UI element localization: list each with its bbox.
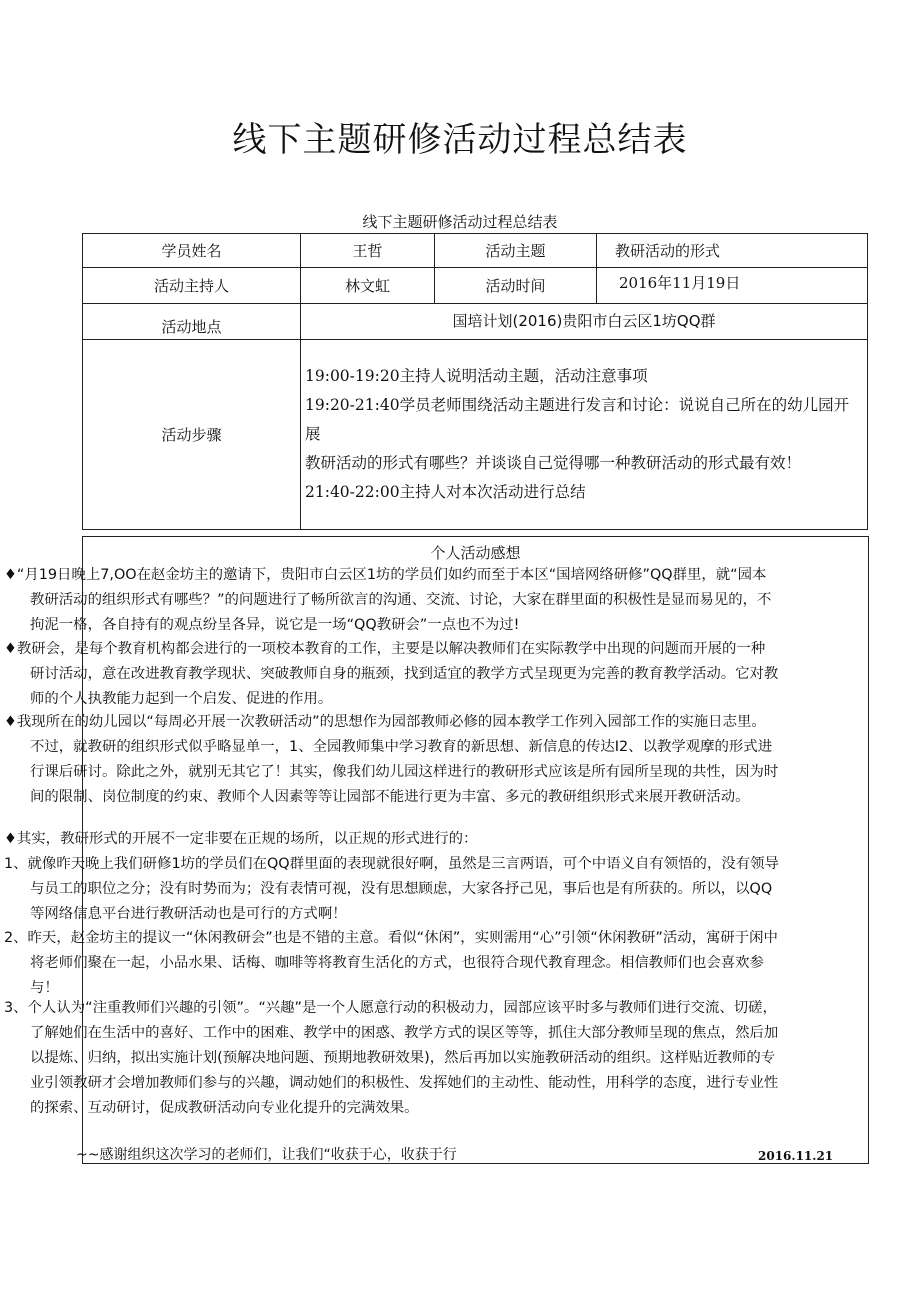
reflection-paragraph: 2、昨天，赵金坊主的提议一“休闲教研会”也是不错的主意。看似“休闲”，实则需用“心”引领“休闲教研”活动，寓研于闲中将老师们聚在一起，小品水果、话梅、咖啡等将教育生活化的方式，也很符合现代教育理念。相信教师们也会喜欢参与！ [4, 930, 778, 996]
reflection-paragraph: ♦我现所在的幼儿园以“每周必开展一次教研活动”的思想作为园部教师必修的园本教学工作列入园部工作的实施日志里。不过，就教研的组织形式似乎略显单一，1、全园教师集中学习教育的新思想、新信息的传达I2、以教学观摩的形式进行课后研讨。除此之外，就别无其它了！其实，像我们幼儿园这样进行的教研形式应该是所有园所呈现的共性，因为时间的限制、岗位制度的约束、教师个人因素等等让园部不能进行更为丰富、多元的教研组织形式来展开教研活动。 [4, 714, 779, 805]
reflection-title: 个人活动感想 [430, 544, 521, 562]
step-item [305, 478, 863, 507]
host-name-value: 林文虹 [301, 268, 435, 304]
info-table [82, 233, 868, 530]
signature-date: 2016.11.21 [758, 1149, 834, 1163]
step-text: 主持人说明活动主题，活动注意事项 [399, 367, 648, 385]
theme-value: 教研活动的形式 [597, 234, 868, 268]
reflection-paragraph: 1、就像昨天晚上我们研修1坊的学员们在QQ群里面的表现就很好啊，虽然是三言两语，可个中语义自有领悟的，没有领导与员工的职位之分；没有时势而为；没有表情可视，没有思想顾虑，大家各抒己见，事后也是有所获的。所以，以QQ等网络信息平台进行教研活动也是可行的方式啊！ [4, 856, 779, 922]
step-text: 学员老师围绕活动主题进行发言和讨论：说说自己所在的幼儿园开展 [305, 396, 850, 443]
table-row [83, 268, 868, 304]
reflection-paragraph: 3、个人认为“注重教师们兴趣的引领”。“兴趣”是一个人愿意行动的积极动力，园部应该平时多与教师们进行交流、切磋，了解她们在生活中的喜好、工作中的困难、教学中的困惑、教学方式的误区等等，抓住大部分教师呈现的焦点，然后加以提炼、归纳，拟出实施计划(预解决地问题、预期地教研效果)，然后再加以实施教研活动的组织。这样贴近教师的专业引领教研才会增加教师们参与的兴趣，调动她们的积极性、发挥她们的主动性、能动性，用科学的态度，进行专业性的探索、互动研讨，促成教研活动向专业化提升的完满效果。 [4, 1000, 779, 1116]
time-value: 2016年11月19日 [597, 268, 868, 304]
reflection-paragraph: ♦其实，教研形式的开展不一定非要在正规的场所，以正规的形式进行的： [4, 831, 478, 847]
table-row [83, 234, 868, 268]
theme-label: 活动主题 [435, 234, 597, 268]
student-name-label: 学员姓名 [83, 234, 301, 268]
student-name-value: 王哲 [301, 234, 435, 268]
reflection-paragraph: ♦“月19日晚上7,OO在赵金坊主的邀请下，贵阳市白云区1坊的学员们如约而至于本区“国培网络研修”QQ群里，就“园本教研活动的组织形式有哪些？”的问题进行了畅所欲言的沟通、交流、讨论，大家在群里面的积极性是显而易见的，不拘泥一格，各自持有的观点纷呈各异，说它是一场“QQ教研会”一点也不为过! [4, 567, 772, 633]
step-time: 19:20-21:40 [305, 396, 400, 414]
steps-cell [301, 340, 868, 530]
step-time: 19:00-19:20 [305, 367, 400, 385]
step-item [305, 391, 863, 449]
place-label: 活动地点 [83, 304, 301, 340]
table-row [83, 304, 868, 340]
reflection-paragraph: ♦教研会，是每个教育机构都会进行的一项校本教育的工作，主要是以解决教师们在实际教学中出现的问题而开展的一种研讨活动，意在改进教育教学现状、突破教师自身的瓶颈，找到适宜的教学方式呈现更为完善的教育教学活动。它对教师的个人执教能力起到一个启发、促进的作用。 [4, 641, 779, 707]
step-text: 教研活动的形式有哪些？并谈谈自己觉得哪一种教研活动的形式最有效！ [305, 454, 802, 472]
table-row [83, 340, 868, 530]
page-title: 线下主题研修活动过程总结表 [232, 120, 688, 160]
thanks-note: ~~感谢组织这次学习的老师们，让我们“收获于心，收获于行 [76, 1147, 457, 1163]
step-time: 21:40-22:00 [305, 483, 400, 501]
place-value: 国培计划(2016)贵阳市白云区1坊QQ群 [301, 304, 868, 340]
step-text: 主持人对本次活动进行总结 [399, 483, 586, 501]
steps-label: 活动步骤 [83, 340, 301, 530]
step-item [305, 449, 863, 478]
time-label: 活动时间 [435, 268, 597, 304]
table-caption: 线下主题研修活动过程总结表 [362, 213, 558, 231]
step-item [305, 362, 863, 391]
host-label: 活动主持人 [83, 268, 301, 304]
